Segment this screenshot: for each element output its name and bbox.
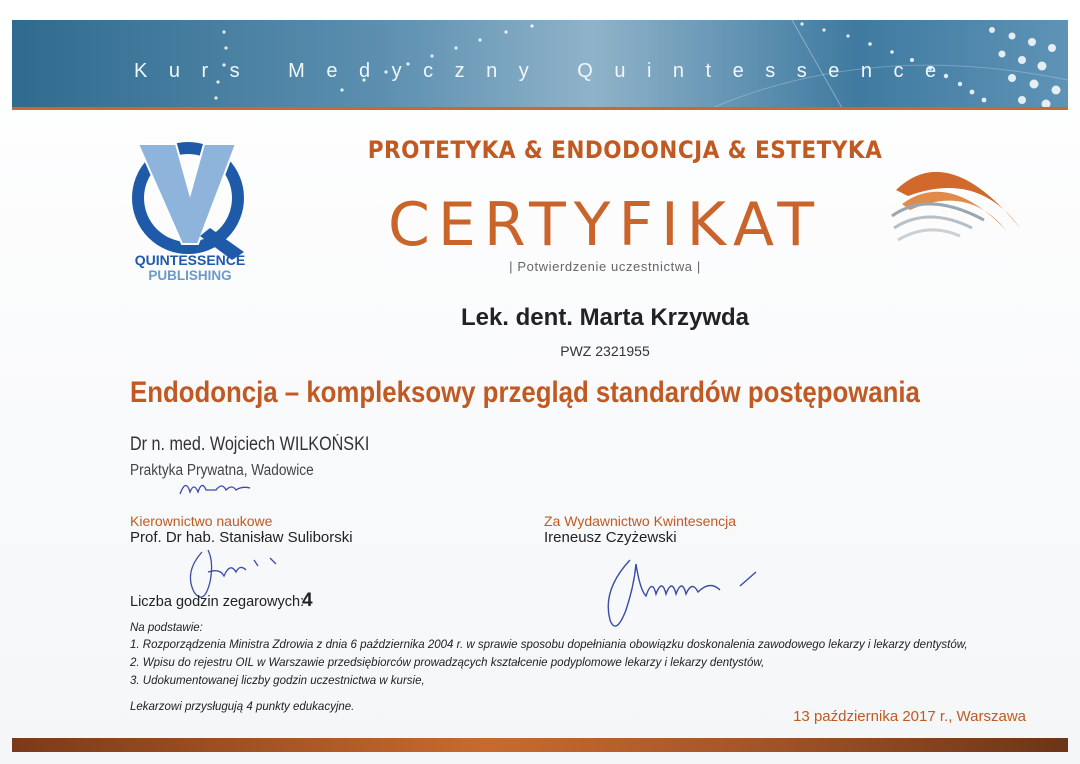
certificate-title: CERTYFIKAT <box>388 190 822 260</box>
recipient-name: Lek. dent. Marta Krzywda <box>460 304 750 331</box>
scientific-person: Prof. Dr hab. Stanisław Suliborski <box>130 529 353 546</box>
publisher-person: Ireneusz Czyżewski <box>544 529 677 546</box>
basis-item-1: 1. Rozporządzenia Ministra Zdrowia z dnia 6 października 2004 r. w sprawie sposobu dopełniania obowiązku doskonalenia zawodowego lekarzy i lekarzy dentystów, <box>130 639 968 651</box>
course-title: Endodoncja – kompleksowy przegląd standardów postępowania <box>130 376 920 409</box>
scientific-label: Kierownictwo naukowe <box>130 513 273 529</box>
recipient-pwz: PWZ 2321955 <box>560 343 650 359</box>
header-band <box>12 20 1068 108</box>
logo-text-publishing: PUBLISHING <box>148 268 232 283</box>
date-place: 13 października 2017 r., Warszawa <box>793 708 1026 725</box>
publisher-signature <box>600 550 770 640</box>
lecturer-signature <box>176 476 256 500</box>
logo-text-quintessence: QUINTESSENCE <box>134 252 246 268</box>
basis-item-2: 2. Wpisu do rejestru OIL w Warszawie przedsiębiorców prowadzących kształcenie podyplomowe lekarzy i lekarzy dentystów, <box>130 657 765 669</box>
footer-band <box>12 738 1068 752</box>
header-divider <box>12 107 1068 110</box>
points-note: Lekarzowi przysługują 4 punkty edukacyjne. <box>130 701 355 713</box>
hours-label: Liczba godzin zegarowych: <box>130 594 305 610</box>
lecturer-affiliation: Praktyka Prywatna, Wadowice <box>130 462 314 479</box>
certificate-subject: PROTETYKA & ENDODONCJA & ESTETYKA <box>367 136 883 164</box>
certificate-subtitle: | Potwierdzenie uczestnictwa | <box>509 259 701 274</box>
header-band-title: Kurs Medyczny Quintessence <box>134 60 958 82</box>
lecturer-name: Dr n. med. Wojciech WILKOŃSKI <box>130 434 370 455</box>
hours-value: 4 <box>302 590 313 611</box>
swoosh-logo-icon <box>888 150 1028 260</box>
basis-item-3: 3. Udokumentowanej liczby godzin uczestnictwa w kursie, <box>130 675 425 687</box>
publisher-label: Za Wydawnictwo Kwintesencja <box>544 513 737 529</box>
basis-heading: Na podstawie: <box>130 622 203 634</box>
